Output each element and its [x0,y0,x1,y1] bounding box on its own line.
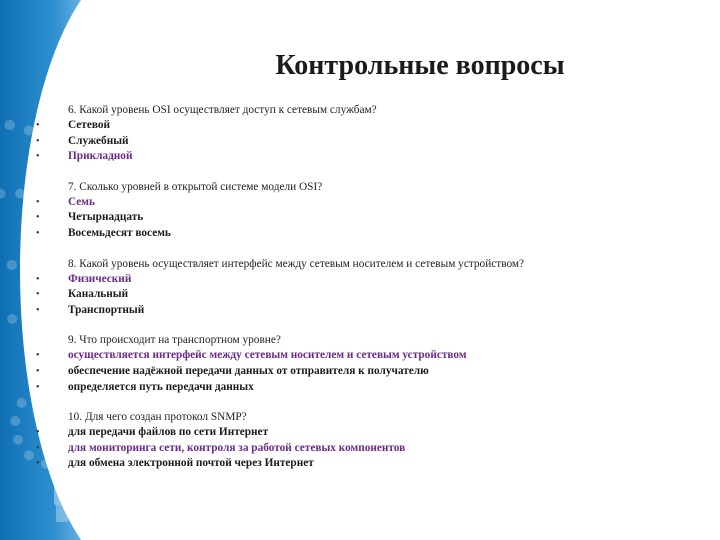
answer-text: Сетевой [68,119,111,131]
answer-text: для передачи файлов по сети Интернет [68,426,269,439]
answer-text: для мониторинга сети, контроля за работой сетевых компонентов [68,441,406,454]
bullet-icon: • [36,273,40,285]
bullet-icon: • [36,120,40,131]
answer-option [36,134,696,150]
answer-option [36,195,696,211]
answer-option [36,348,696,364]
answer-text: Физический [68,272,132,285]
answer-option [36,380,696,396]
bullet-icon: • [36,304,40,316]
bullet-icon: • [36,427,40,439]
answer-text: Транспортный [68,303,145,316]
question-block [36,410,696,472]
question-text: 8. Какой уровень осуществляет интерфейс между сетевым носителем и сетевым устройством? [68,257,525,270]
questions-list [36,103,696,487]
answer-option [36,456,696,472]
question-block [36,333,696,395]
question-text: 10. Для чего создан протокол SNMP? [68,411,247,424]
question-block [36,180,696,242]
answer-text: Восемьдесят восемь [68,226,171,239]
bullet-icon: • [36,212,40,224]
page-title: Контрольные вопросы [275,50,565,81]
answer-option [36,425,696,441]
bullet-icon: • [36,135,40,147]
bullet-icon: • [36,458,40,470]
answer-text: осуществляется интерфейс между сетевым носителем и сетевым устройством [68,349,467,362]
answer-text: обеспечение надёжной передачи данных от отправителя к получателю [68,364,429,377]
answer-text: Четырнадцать [68,211,144,224]
answer-text: Служебный [68,134,129,147]
answer-option [36,441,696,457]
answer-text: определяется путь передачи данных [68,380,254,393]
question-text: 9. Что происходит на транспортном уровне? [68,334,281,347]
bullet-icon: • [36,442,40,454]
answer-text: Семь [68,195,95,208]
question-block [36,257,696,319]
answer-text: Канальный [68,288,129,301]
answer-option [36,364,696,380]
bullet-icon: • [36,196,40,208]
bullet-icon: • [36,151,40,163]
bullet-icon: • [36,365,40,377]
answer-text: для обмена электронной почтой через Интернет [68,457,314,470]
answer-option [36,272,696,288]
answer-option [36,118,696,134]
bullet-icon: • [36,350,40,362]
answer-option [36,210,696,226]
answer-text: Прикладной [68,150,133,163]
bullet-icon: • [36,289,40,301]
answer-option [36,287,696,303]
question-text: 7. Сколько уровней в открытой системе модели OSI? [68,180,323,193]
question-text: 6. Какой уровень OSI осуществляет доступ к сетевым службам? [68,104,377,116]
question-block [36,103,696,165]
answer-option [36,149,696,165]
answer-option [36,303,696,319]
bullet-icon: • [36,381,40,393]
bullet-icon: • [36,227,40,239]
answer-option [36,226,696,242]
